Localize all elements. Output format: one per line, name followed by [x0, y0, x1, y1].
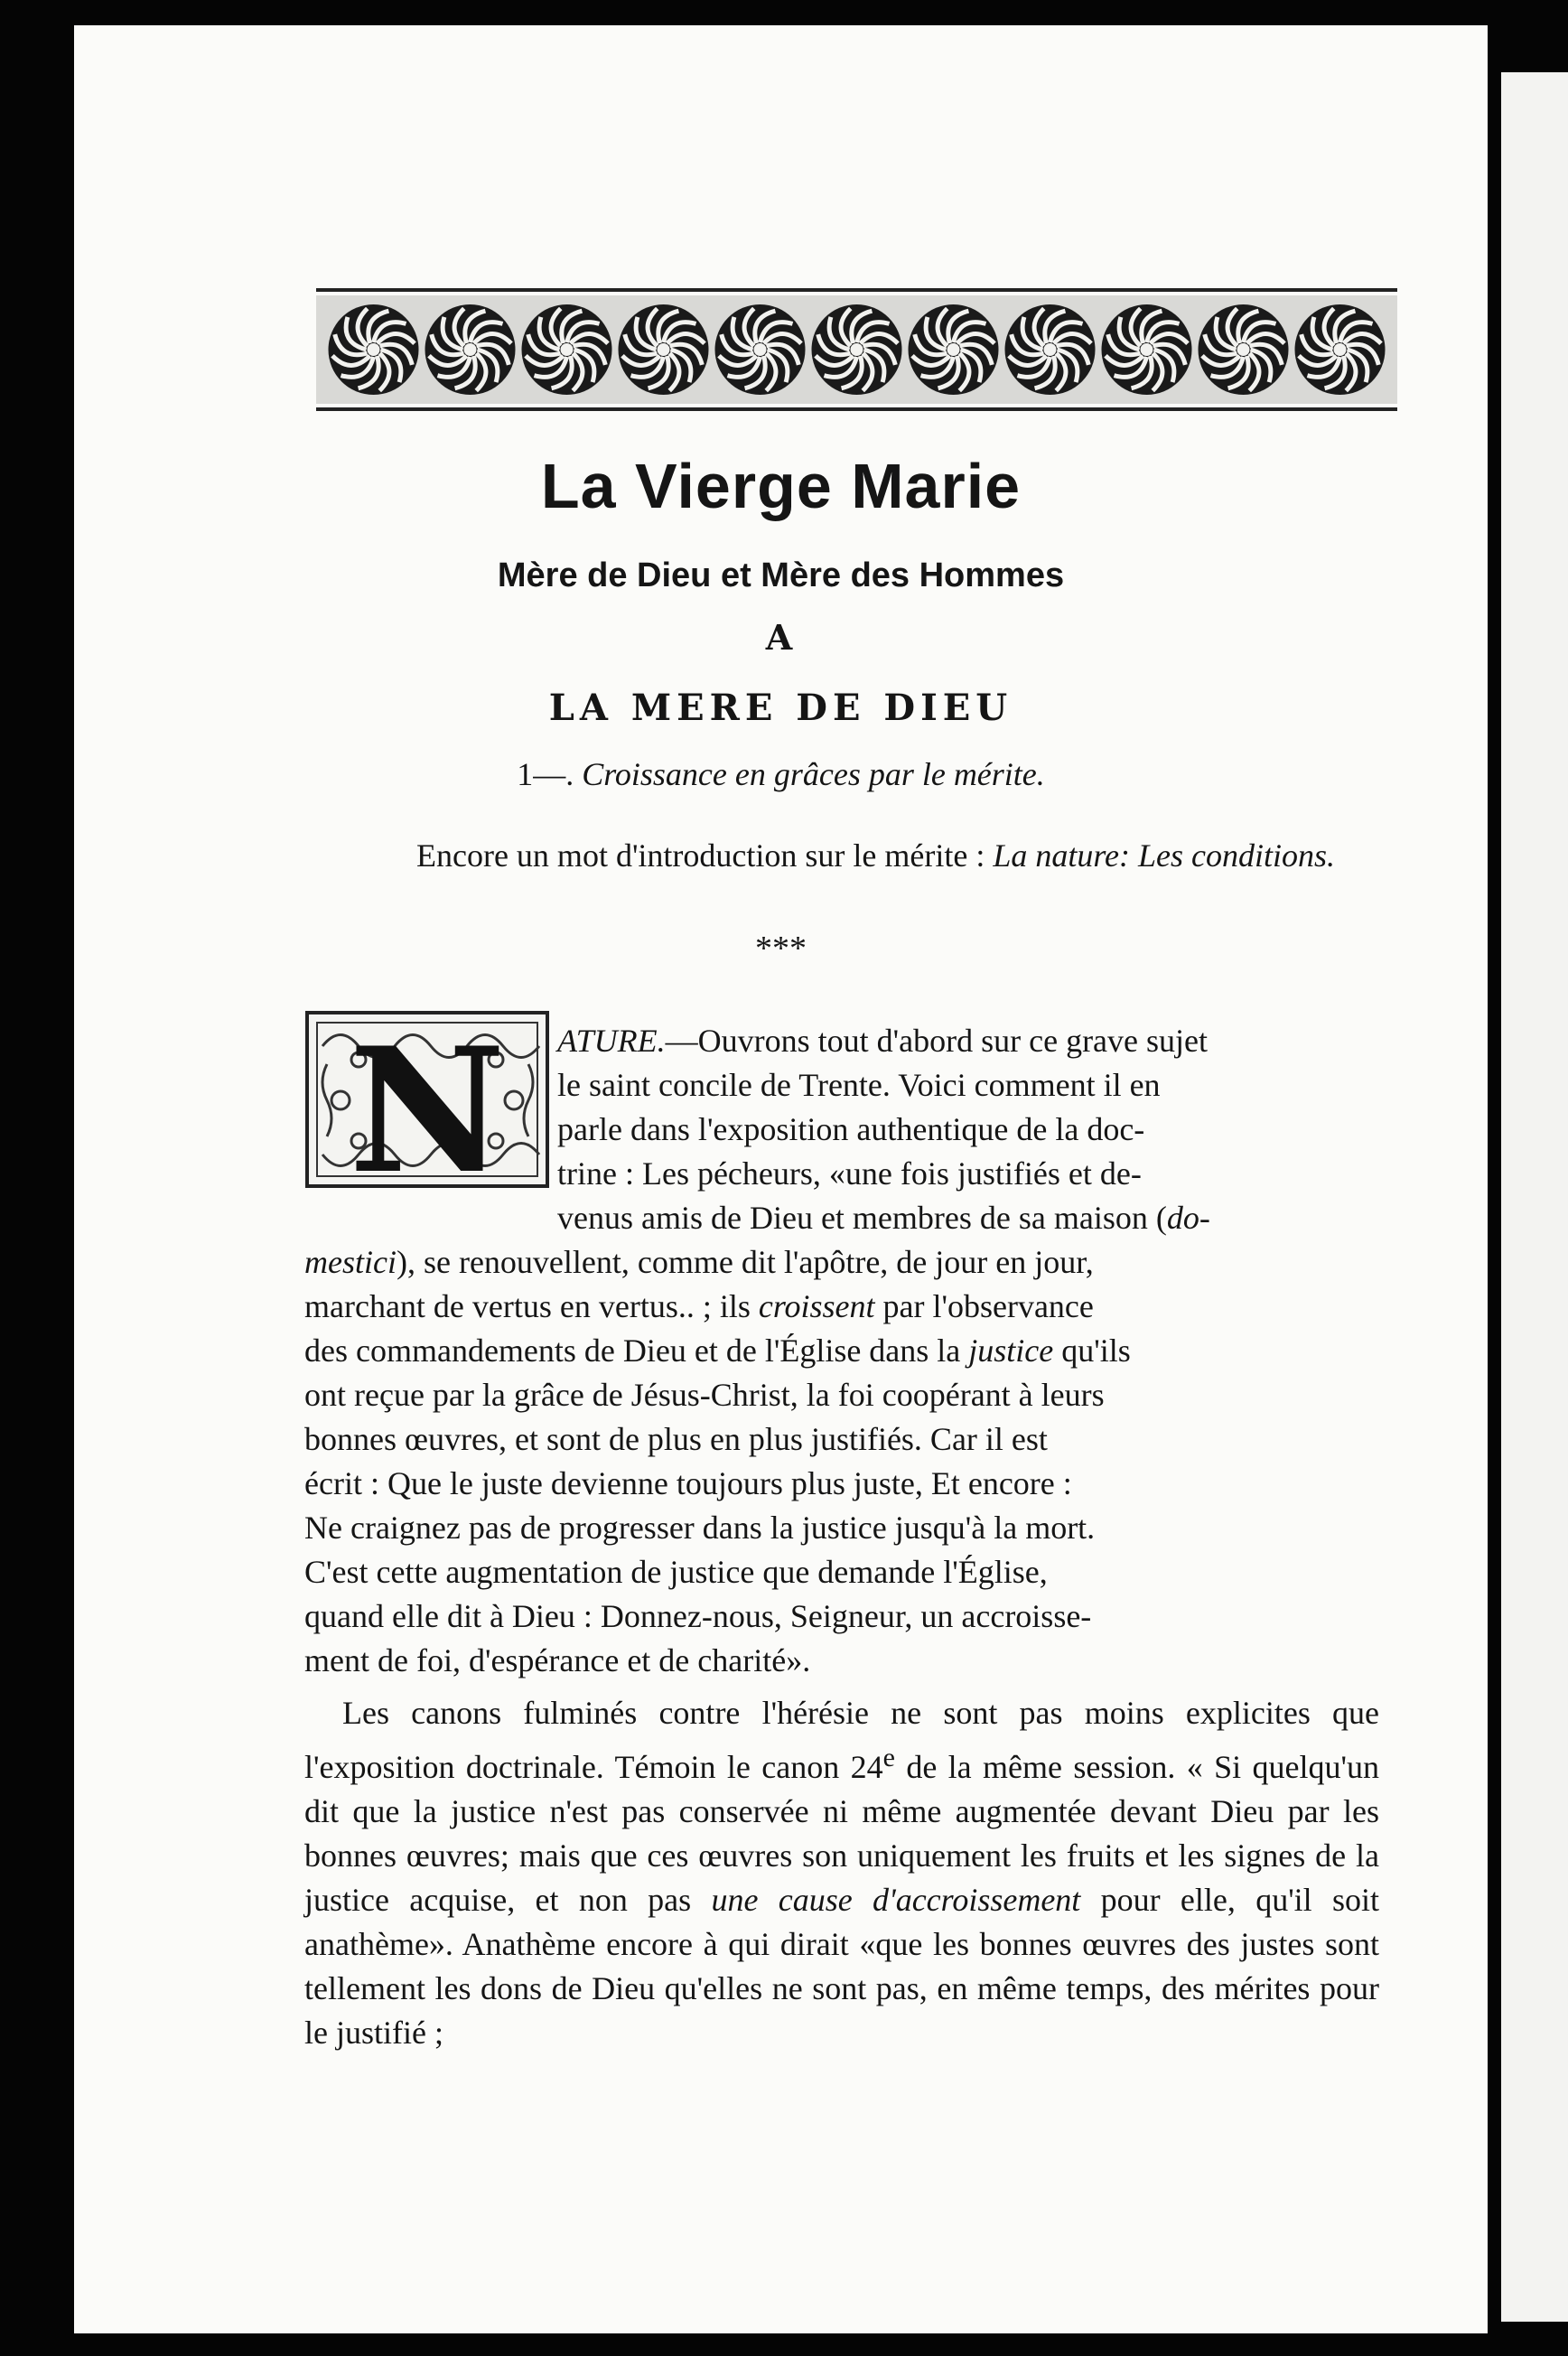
text-line	[304, 1329, 1379, 1373]
superscript: e	[882, 1743, 895, 1772]
rosette	[909, 304, 999, 395]
paragraph-text: de la même session. « Si quelqu'un dit que la justice n'est pas conservée ni même augmentée devant Dieu par les bonnes œuvres; mais que ces œuvres son uniquement les fruits et les signes de la justice acquise, et non pas	[304, 1749, 1380, 1918]
text-line: C'est cette augmentation de justice que demande l'Église,	[304, 1554, 1048, 1590]
line-text: des commandements de Dieu et de l'Église dans la	[304, 1332, 961, 1369]
text-line	[304, 1196, 1379, 1240]
text-line: trine : Les pécheurs, «une fois justifiés et de-	[557, 1155, 1142, 1192]
italic-word: do-	[1166, 1200, 1210, 1236]
rosette-border	[316, 283, 1397, 416]
rosette	[812, 304, 902, 395]
italic-word: croissent	[758, 1288, 875, 1324]
book-page	[74, 25, 1488, 2333]
page-subtitle: Mère de Dieu et Mère des Hommes	[497, 556, 1065, 594]
italic-word: mestici	[304, 1244, 397, 1280]
text-line: parle dans l'exposition authentique de la doc-	[557, 1111, 1145, 1147]
ornamental-header-band	[316, 283, 1397, 416]
text-line: ont reçue par la grâce de Jésus-Christ, la foi coopérant à leurs	[304, 1377, 1105, 1413]
line-text: qu'ils	[1061, 1332, 1131, 1369]
subsection-number: 1—.	[517, 756, 574, 792]
text-line	[304, 1285, 1379, 1329]
italic-word: ATURE.	[557, 1023, 666, 1059]
text-line: Ne craignez pas de progresser dans la justice jusqu'à la mort.	[304, 1510, 1096, 1546]
section-letter: A	[765, 617, 797, 658]
asterism: ***	[755, 930, 807, 968]
facing-page-edge	[1501, 72, 1568, 2322]
rosette	[715, 304, 806, 395]
text-line: écrit : Que le juste devienne toujours plus juste, Et encore :	[304, 1465, 1072, 1501]
line-text: venus amis de Dieu et membres de sa maison (	[557, 1200, 1167, 1236]
text-line: bonnes œuvres, et sont de plus en plus justifiés. Car il est	[304, 1421, 1048, 1457]
line-text: ), se renouvellent, comme dit l'apôtre, de jour en jour,	[396, 1244, 1094, 1280]
text-line: ment de foi, d'espérance et de charité».	[304, 1642, 811, 1678]
body-paragraph-2	[304, 1691, 1379, 2055]
subsection-text: Croissance en grâces par le mérite.	[582, 756, 1045, 792]
paragraph-text: pour elle, qu'il soit anathème». Anathème encore à qui dirait «que les bonnes œuvres des justes sont tellement les dons de Dieu qu'elles ne sont pas, en même temps, des mérites pour le justifié ;	[304, 1882, 1380, 2051]
rosette	[1102, 304, 1192, 395]
text-line: le saint concile de Trente. Voici comment il en	[557, 1067, 1161, 1103]
intro-text: Encore un mot d'introduction sur le mérite :	[416, 837, 985, 874]
rosette	[522, 304, 612, 395]
text-line	[304, 1019, 1379, 1063]
body-paragraph-1	[304, 1019, 1379, 1683]
subsection-heading	[74, 755, 1488, 793]
page-title: La Vierge Marie	[540, 451, 1022, 521]
rosette	[619, 304, 709, 395]
text-line	[304, 1240, 1379, 1285]
dropcap-letter: N	[349, 1010, 506, 1189]
line-text: par l'observance	[882, 1288, 1094, 1324]
intro-italic: La nature: Les conditions.	[993, 837, 1336, 874]
section-title: LA MERE DE DIEU	[548, 687, 1013, 729]
rosette	[1295, 304, 1386, 395]
line-text: marchant de vertus en vertus.. ; ils	[304, 1288, 751, 1324]
italic-word: justice	[968, 1332, 1054, 1369]
intro-paragraph	[304, 834, 1379, 878]
rosette	[425, 304, 516, 395]
rosette	[1005, 304, 1096, 395]
paragraph-text: Les canons fulminés contre l'hérésie ne sont pas moins explicites que l'exposition doctrinale. Témoin le canon 24	[304, 1695, 1379, 1785]
line-text: —Ouvrons tout d'abord sur ce grave sujet	[665, 1023, 1209, 1059]
text-line: quand elle dit à Dieu : Donnez-nous, Seigneur, un accroisse-	[304, 1598, 1092, 1634]
rosette	[329, 304, 419, 395]
italic-phrase: une cause d'accroissement	[711, 1882, 1081, 1918]
rosette	[1199, 304, 1289, 395]
